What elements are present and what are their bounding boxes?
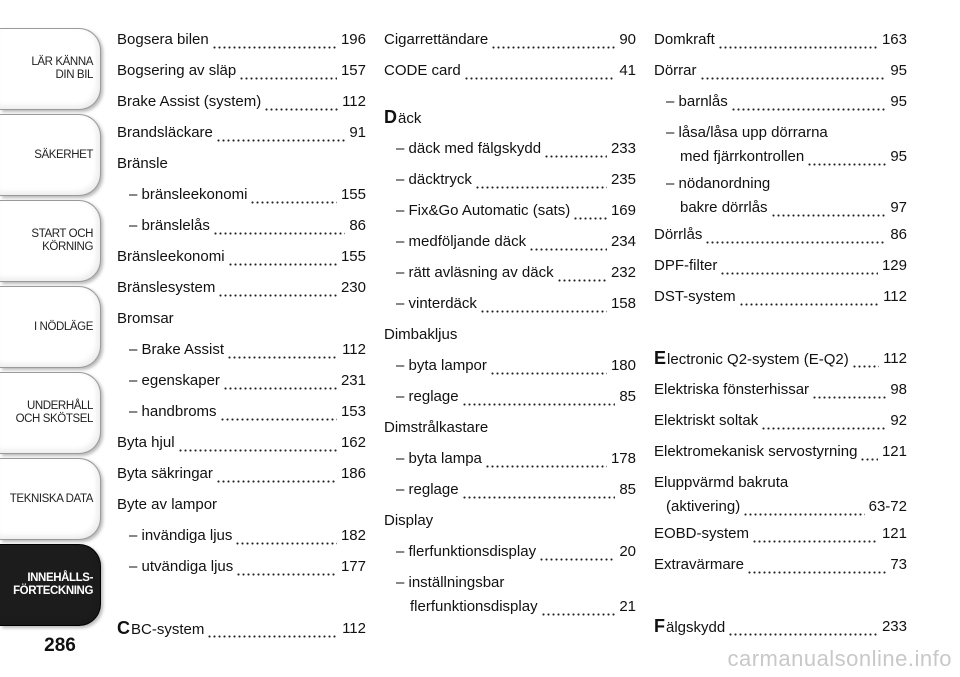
page-number: 286 — [44, 635, 76, 656]
index-subentry[interactable] — [654, 86, 907, 117]
leader-dots — [462, 392, 616, 406]
entry-page: 98 — [890, 381, 907, 398]
entry-page: 95 — [890, 62, 907, 79]
tab-innehallsforteckning[interactable]: INNEHÅLLS- FÖRTECKNING — [0, 544, 101, 626]
entry-text: Bogsering av släp — [117, 62, 237, 79]
entry-page: 21 — [619, 598, 636, 615]
entry-text: Byta hjul — [117, 434, 175, 451]
index-entry[interactable] — [654, 343, 907, 374]
entry-text: Elektriska fönsterhissar — [654, 381, 810, 398]
index-subentry[interactable] — [384, 536, 636, 567]
index-heading — [117, 303, 366, 334]
index-entry[interactable] — [654, 436, 907, 467]
leader-dots — [490, 361, 607, 375]
entry-page: 112 — [342, 93, 366, 110]
entry-text: – reglage — [396, 388, 459, 405]
entry-text: Byta säkringar — [117, 465, 213, 482]
index-entry[interactable] — [117, 86, 366, 117]
entry-text — [384, 107, 424, 128]
index-subentry[interactable] — [117, 396, 366, 427]
entry-page: 180 — [610, 357, 636, 374]
leader-dots — [573, 206, 607, 220]
section-letter: D — [384, 107, 397, 127]
entry-page: 232 — [610, 264, 636, 281]
entry-text: Eluppvärmd bakruta — [654, 474, 789, 491]
entry-page: 73 — [890, 556, 907, 573]
entry-text: – Fix&Go Automatic (sats) — [396, 202, 571, 219]
leader-dots — [235, 531, 337, 545]
index-subentry[interactable] — [384, 474, 636, 505]
leader-dots — [761, 416, 886, 430]
index-entry[interactable] — [654, 250, 907, 281]
entry-text: – inställningsbar — [396, 574, 505, 591]
entry-page: 86 — [349, 217, 366, 234]
entry-text: Elektromekanisk servostyrning — [654, 443, 858, 460]
leader-dots — [539, 547, 615, 561]
tab-underhall-och-skotsel[interactable]: UNDERHÅLL OCH SKÖTSEL — [0, 372, 101, 454]
index-subentry[interactable] — [654, 117, 907, 168]
entry-page: 20 — [619, 543, 636, 560]
section-gap — [654, 580, 907, 611]
entry-text-rest: älgskydd — [666, 619, 726, 636]
leader-dots — [223, 376, 337, 390]
leader-dots — [529, 237, 607, 251]
leader-dots — [227, 345, 338, 359]
index-column-3 — [654, 24, 907, 642]
entry-page: 233 — [610, 140, 636, 157]
entry-page: 177 — [340, 558, 366, 575]
leader-dots — [771, 203, 887, 217]
leader-dots — [485, 454, 607, 468]
index-subentry[interactable] — [117, 520, 366, 551]
index-entry[interactable] — [654, 55, 907, 86]
index-subentry[interactable] — [117, 365, 366, 396]
leader-dots — [239, 66, 337, 80]
leader-dots — [228, 252, 337, 266]
entry-text: Bogsera bilen — [117, 31, 209, 48]
entry-text: Brandsläckare — [117, 124, 213, 141]
entry-text: – reglage — [396, 481, 459, 498]
entry-page: 231 — [340, 372, 366, 389]
leader-dots — [207, 624, 338, 638]
index-subentry[interactable] — [384, 350, 636, 381]
leader-dots — [475, 175, 607, 189]
section-letter: F — [654, 616, 665, 636]
index-heading — [384, 505, 636, 536]
index-column-2 — [384, 24, 636, 618]
entry-text: Elektriskt soltak — [654, 412, 759, 429]
index-entry[interactable] — [654, 219, 907, 250]
tab-i-nodlage[interactable]: I NÖDLÄGE — [0, 286, 101, 368]
entry-text: – byta lampa — [396, 450, 482, 467]
entry-text: – byta lampor — [396, 357, 487, 374]
index-entry[interactable] — [654, 467, 907, 518]
entry-page: 158 — [610, 295, 636, 312]
leader-dots — [541, 602, 616, 616]
entry-text: – handbroms — [129, 403, 217, 420]
leader-dots — [557, 268, 607, 282]
index-entry[interactable] — [117, 55, 366, 86]
leader-dots — [212, 35, 337, 49]
entry-page: 97 — [890, 199, 907, 216]
watermark: carmanualsonline.info — [727, 646, 952, 671]
leader-dots — [807, 152, 886, 166]
entry-page: 235 — [610, 171, 636, 188]
index-heading — [384, 319, 636, 350]
section-gap — [654, 312, 907, 343]
entry-text: Dörrar — [654, 62, 697, 79]
index-entry[interactable] — [384, 24, 636, 55]
entry-text: – däcktryck — [396, 171, 472, 188]
entry-text: – flerfunktionsdisplay — [396, 543, 537, 560]
entry-text: Cigarrettändare — [384, 31, 489, 48]
leader-dots — [480, 299, 607, 313]
entry-page: 90 — [619, 31, 636, 48]
index-entry[interactable] — [117, 241, 366, 272]
tab-start-och-korning[interactable]: START OCH KÖRNING — [0, 200, 101, 282]
leader-dots — [236, 562, 337, 576]
entry-text: Dimbakljus — [384, 326, 458, 343]
entry-page: 157 — [340, 62, 366, 79]
entry-text-continued: flerfunktionsdisplay — [410, 598, 538, 615]
entry-page: 230 — [340, 279, 366, 296]
leader-dots — [747, 560, 886, 574]
leader-dots — [544, 144, 607, 158]
leader-dots — [178, 438, 337, 452]
entry-text-rest: äck — [398, 110, 422, 127]
leader-dots — [700, 66, 887, 80]
index-entry[interactable] — [654, 24, 907, 55]
entry-page: 233 — [881, 618, 907, 635]
index-entry[interactable] — [117, 613, 366, 644]
index-subentry[interactable] — [117, 334, 366, 365]
entry-text-rest: lectronic Q2-system (E-Q2) — [667, 351, 849, 368]
entry-text: – medföljande däck — [396, 233, 527, 250]
index-entry[interactable] — [654, 281, 907, 312]
index-subentry[interactable] — [384, 567, 636, 618]
index-heading — [117, 148, 366, 179]
entry-page: 155 — [340, 248, 366, 265]
entry-page: 121 — [881, 525, 907, 542]
entry-page: 41 — [619, 62, 636, 79]
leader-dots — [220, 407, 337, 421]
entry-text — [654, 616, 728, 637]
index-entry[interactable] — [654, 549, 907, 580]
entry-page: 162 — [340, 434, 366, 451]
entry-text: – rätt avläsning av däck — [396, 264, 554, 281]
entry-text: – däck med fälgskydd — [396, 140, 542, 157]
entry-text: DST-system — [654, 288, 736, 305]
index-subentry[interactable] — [654, 168, 907, 219]
section-gap — [384, 86, 636, 102]
entry-page: 121 — [881, 443, 907, 460]
index-entry[interactable] — [117, 272, 366, 303]
leader-dots — [860, 447, 878, 461]
index-subentry[interactable] — [384, 133, 636, 164]
index-subentry[interactable] — [384, 381, 636, 412]
entry-text: Dimstrålkastare — [384, 419, 489, 436]
entry-text-continued: bakre dörrlås — [680, 199, 768, 216]
entry-text-continued: med fjärrkontrollen — [680, 148, 805, 165]
leader-dots — [743, 502, 864, 516]
entry-text: Display — [384, 512, 434, 529]
leader-dots — [264, 97, 338, 111]
entry-text: DPF-filter — [654, 257, 718, 274]
entry-page: 112 — [342, 341, 366, 358]
index-entry[interactable] — [654, 374, 907, 405]
index-entry[interactable] — [654, 611, 907, 642]
leader-dots — [464, 66, 616, 80]
entry-page: 186 — [340, 465, 366, 482]
entry-page: 86 — [890, 226, 907, 243]
leader-dots — [216, 469, 337, 483]
section-letter: C — [117, 618, 130, 638]
entry-text: – utvändiga ljus — [129, 558, 234, 575]
entry-page: 112 — [883, 288, 907, 305]
index-column-1 — [117, 24, 366, 644]
index-subentry[interactable] — [384, 226, 636, 257]
entry-page: 234 — [610, 233, 636, 250]
entry-text: Bränsleekonomi — [117, 248, 225, 265]
section-gap — [117, 582, 366, 613]
entry-page: 85 — [619, 481, 636, 498]
leader-dots — [718, 35, 878, 49]
entry-text: Domkraft — [654, 31, 715, 48]
leader-dots — [720, 261, 878, 275]
leader-dots — [705, 230, 886, 244]
entry-text-rest: BC-system — [131, 621, 205, 638]
index-heading — [384, 102, 636, 133]
index-subentry[interactable] — [117, 551, 366, 582]
index-heading — [384, 412, 636, 443]
entry-text-continued: (aktivering) — [666, 498, 741, 515]
entry-text: CODE card — [384, 62, 461, 79]
index-entry[interactable] — [654, 405, 907, 436]
entry-page: 169 — [610, 202, 636, 219]
entry-page: 112 — [883, 350, 907, 367]
entry-page: 91 — [349, 124, 366, 141]
index-subentry[interactable] — [384, 288, 636, 319]
index-subentry[interactable] — [384, 257, 636, 288]
tab-sakerhet[interactable]: SÄKERHET — [0, 114, 101, 196]
entry-page: 196 — [340, 31, 366, 48]
entry-text: Byte av lampor — [117, 496, 218, 513]
entry-text: – vinterdäck — [396, 295, 477, 312]
leader-dots — [462, 485, 616, 499]
section-letter: E — [654, 348, 667, 368]
entry-page: 129 — [881, 257, 907, 274]
entry-page: 85 — [619, 388, 636, 405]
entry-page: 112 — [342, 620, 366, 637]
entry-text — [654, 348, 852, 369]
entry-page: 92 — [890, 412, 907, 429]
index-entry[interactable] — [654, 518, 907, 549]
leader-dots — [752, 529, 878, 543]
index-heading — [117, 489, 366, 520]
entry-text: Bromsar — [117, 310, 174, 327]
index-subentry[interactable] — [384, 164, 636, 195]
index-subentry[interactable] — [384, 195, 636, 226]
index-subentry[interactable] — [117, 210, 366, 241]
entry-text: – nödanordning — [666, 175, 771, 192]
entry-page: 95 — [890, 93, 907, 110]
entry-page: 178 — [610, 450, 636, 467]
leader-dots — [739, 292, 879, 306]
entry-text: Brake Assist (system) — [117, 93, 262, 110]
entry-page: 163 — [881, 31, 907, 48]
leader-dots — [250, 190, 337, 204]
entry-text: Bränslesystem — [117, 279, 216, 296]
entry-text — [117, 618, 207, 639]
leader-dots — [218, 283, 337, 297]
entry-text: – låsa/låsa upp dörrarna — [666, 124, 828, 141]
leader-dots — [491, 35, 615, 49]
entry-text: EOBD-system — [654, 525, 750, 542]
entry-page: 155 — [340, 186, 366, 203]
index-entry[interactable] — [117, 117, 366, 148]
entry-page: 182 — [340, 527, 366, 544]
index-subentry[interactable] — [117, 179, 366, 210]
leader-dots — [216, 128, 345, 142]
entry-text: – Brake Assist — [129, 341, 225, 358]
entry-text: – invändiga ljus — [129, 527, 233, 544]
entry-page: 153 — [340, 403, 366, 420]
leader-dots — [213, 221, 345, 235]
entry-page: 95 — [890, 148, 907, 165]
index-subentry[interactable] — [384, 443, 636, 474]
index-entry[interactable] — [117, 427, 366, 458]
entry-text: Bränsle — [117, 155, 168, 172]
index-entry[interactable] — [117, 458, 366, 489]
leader-dots — [728, 622, 878, 636]
entry-text: Dörrlås — [654, 226, 703, 243]
index-entry[interactable] — [117, 24, 366, 55]
index-entry[interactable] — [384, 55, 636, 86]
leader-dots — [731, 97, 887, 111]
chapter-tabs — [0, 28, 101, 630]
entry-page: 63-72 — [868, 498, 907, 515]
entry-text: – barnlås — [666, 93, 728, 110]
entry-text: – bränslelås — [129, 217, 210, 234]
entry-text: – egenskaper — [129, 372, 220, 389]
entry-text: – bränsleekonomi — [129, 186, 248, 203]
leader-dots — [812, 385, 886, 399]
tab-lar-kanna-din-bil[interactable]: LÄR KÄNNA DIN BIL — [0, 28, 101, 110]
entry-text: Extravärmare — [654, 556, 745, 573]
leader-dots — [852, 354, 879, 368]
tab-tekniska-data[interactable]: TEKNISKA DATA — [0, 458, 101, 540]
